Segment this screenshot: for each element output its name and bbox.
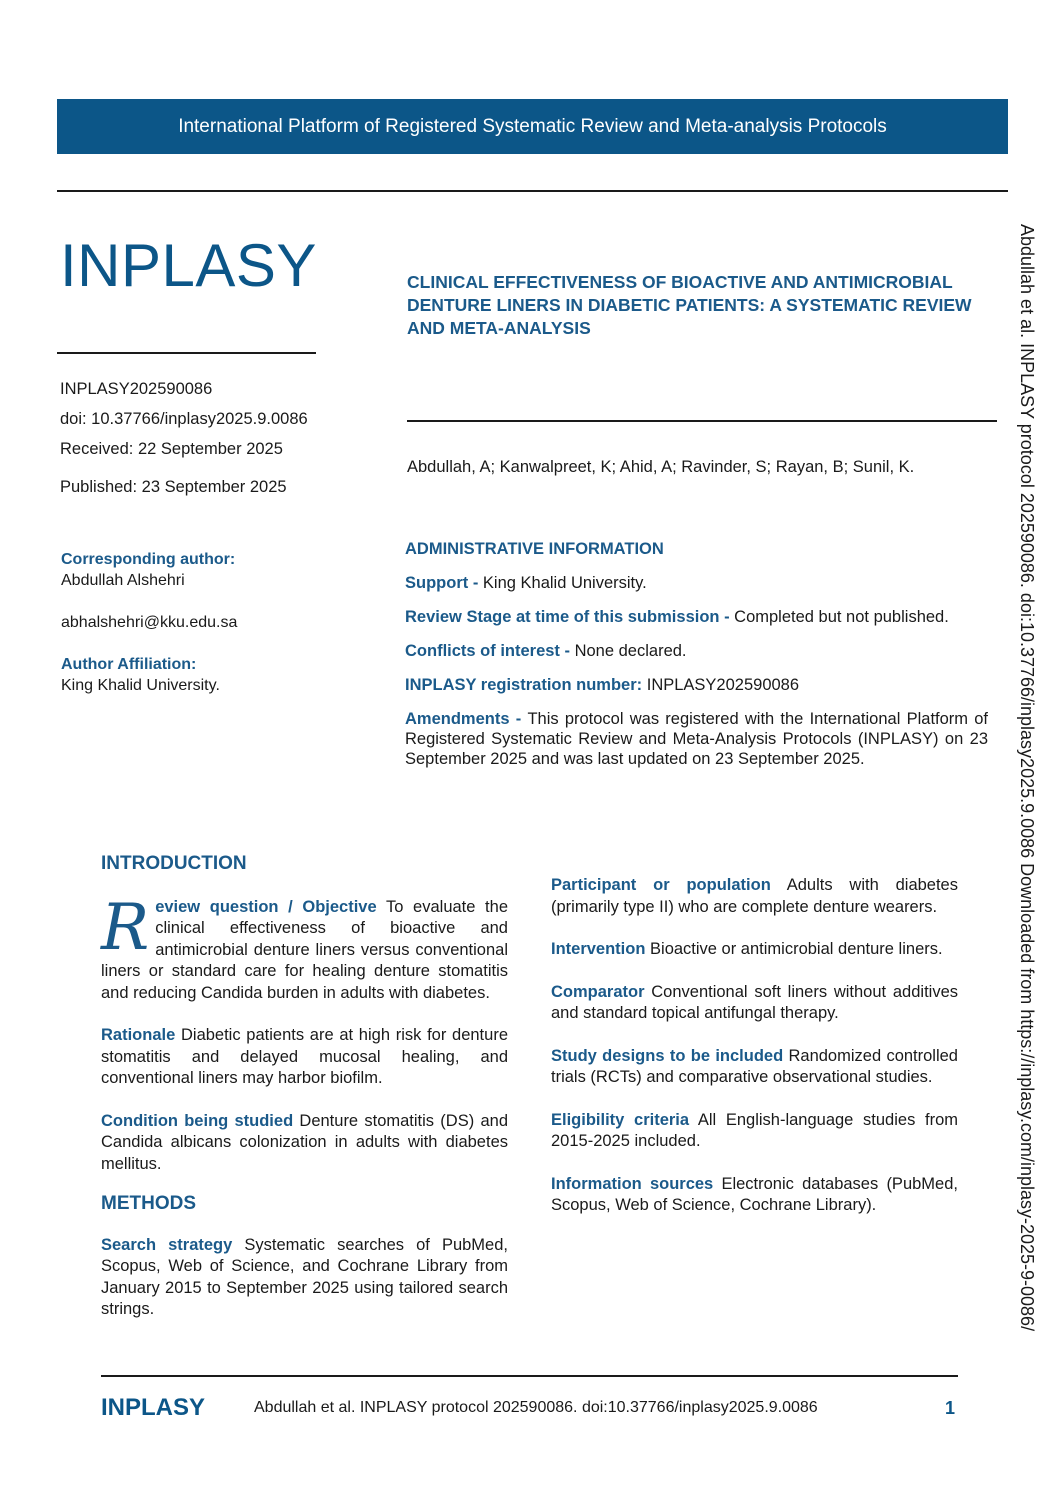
- footer-brand: INPLASY: [101, 1394, 206, 1421]
- admin-label: INPLASY registration number:: [405, 676, 647, 694]
- section-text: Conventional soft liners without additives and standard topical antifungal therapy.: [551, 982, 958, 1022]
- section-label: Eligibility criteria: [551, 1110, 690, 1129]
- admin-label: Amendments -: [405, 710, 528, 728]
- received-date: Received: 22 September 2025: [60, 440, 283, 458]
- introduction-heading: INTRODUCTION: [101, 853, 247, 874]
- corresponding-author-label: Corresponding author:: [61, 551, 236, 568]
- comparator: [551, 982, 958, 1025]
- section-text: Systematic searches of PubMed, Scopus, Web of Science, and Cochrane Library from January 2015 to September 2025 using tailored search strings.: [101, 1235, 508, 1318]
- brand-underline: [57, 352, 316, 354]
- admin-label: Support -: [405, 574, 483, 592]
- admin-amendments: [405, 709, 988, 769]
- section-text: Denture stomatitis (DS) and Candida albicans colonization in adults with diabetes mellitus.: [101, 1111, 508, 1173]
- section-text: To evaluate the clinical effectiveness of bioactive and antimicrobial denture liners versus conventional liners or standard care for healing denture stomatitis and reducing Candida burden in adults with diabetes.: [101, 897, 508, 1002]
- admin-value: None declared.: [574, 642, 687, 660]
- section-label: Search strategy: [101, 1235, 233, 1254]
- section-text: Bioactive or antimicrobial denture liners.: [645, 940, 943, 958]
- section-label: Condition being studied: [101, 1111, 294, 1130]
- brand-logo: INPLASY: [60, 232, 317, 299]
- side-citation-text: Abdullah et al. INPLASY protocol 202590086. doi:10.37766/inplasy2025.9.0086 Downloaded from https://inplasy.com/inplasy-2025-9-0086/: [1017, 224, 1037, 1332]
- admin-registration-number: [405, 675, 988, 695]
- right-column: [551, 875, 958, 1238]
- admin-label: Review Stage at time of this submission -: [405, 608, 735, 626]
- section-text: Randomized controlled trials (RCTs) and comparative observational studies.: [551, 1046, 958, 1086]
- corresponding-author-name: Abdullah Alshehri: [61, 572, 185, 589]
- methods-heading: METHODS: [101, 1193, 196, 1214]
- section-text: Electronic databases (PubMed, Scopus, Web of Science, Cochrane Library).: [551, 1174, 958, 1214]
- left-column: [101, 853, 508, 1342]
- condition-studied: [101, 1111, 508, 1176]
- section-label: Intervention: [551, 940, 646, 958]
- participants: [551, 875, 958, 918]
- section-label: Participant or population: [551, 876, 771, 894]
- administrative-information: [405, 539, 988, 783]
- admin-value: King Khalid University.: [482, 574, 647, 592]
- affiliation: King Khalid University.: [61, 677, 220, 694]
- admin-label: Conflicts of interest -: [405, 642, 575, 660]
- section-label: Rationale: [101, 1026, 176, 1044]
- study-designs: [551, 1046, 958, 1089]
- section-label: eview question / Objective: [155, 897, 377, 916]
- eligibility-criteria: [551, 1110, 958, 1153]
- drop-cap: R: [101, 890, 150, 965]
- affiliation-label: Author Affiliation:: [61, 656, 197, 673]
- footer-divider: [101, 1375, 958, 1377]
- admin-review-stage: [405, 607, 988, 627]
- admin-value: This protocol was registered with the International Platform of Registered Systematic Review and Meta-Analysis Protocols (INPLASY) on 23 September 2025 and was last updated on 23 September 2025.: [405, 710, 988, 768]
- header-banner: [57, 99, 1008, 154]
- admin-value: INPLASY202590086: [646, 676, 800, 694]
- rationale: [101, 1025, 508, 1090]
- section-label: Study designs to be included: [551, 1046, 784, 1065]
- page-number: 1: [945, 1398, 956, 1418]
- information-sources: [551, 1174, 958, 1217]
- intervention: [551, 939, 958, 961]
- admin-value: Completed but not published.: [734, 608, 949, 626]
- admin-heading: ADMINISTRATIVE INFORMATION: [405, 540, 664, 558]
- footer-citation: Abdullah et al. INPLASY protocol 202590086. doi:10.37766/inplasy2025.9.0086: [254, 1399, 818, 1416]
- title-divider: [407, 420, 997, 422]
- corresponding-author-email[interactable]: abhalshehri@kku.edu.sa: [61, 614, 238, 631]
- admin-conflicts: [405, 641, 988, 661]
- section-label: Comparator: [551, 982, 645, 1001]
- section-label: Information sources: [551, 1174, 714, 1193]
- author-list: Abdullah, A; Kanwalpreet, K; Ahid, A; Ravinder, S; Rayan, B; Sunil, K.: [407, 458, 915, 476]
- banner-text: International Platform of Registered Systematic Review and Meta-analysis Protocols: [178, 115, 887, 137]
- search-strategy: [101, 1235, 508, 1321]
- paper-title: CLINICAL EFFECTIVENESS OF BIOACTIVE AND ANTIMICROBIAL DENTURE LINERS IN DIABETIC PATIENTS: A SYSTEMATIC REVIEW AND META-ANALYSIS: [407, 272, 972, 338]
- admin-support: [405, 573, 988, 593]
- section-text: Diabetic patients are at high risk for denture stomatitis and delayed mucosal healing, and conventional liners may harbor biofilm.: [101, 1026, 508, 1087]
- header-divider: [57, 190, 1008, 192]
- section-text: All English-language studies from 2015-2025 included.: [551, 1110, 958, 1150]
- published-date: Published: 23 September 2025: [60, 478, 287, 496]
- protocol-id: INPLASY202590086: [60, 380, 213, 398]
- section-text: Adults with diabetes (primarily type II) who are complete denture wearers.: [551, 876, 958, 916]
- review-question: [101, 890, 508, 1005]
- doi[interactable]: doi: 10.37766/inplasy2025.9.0086: [60, 410, 308, 428]
- corresponding-author-block: [61, 549, 361, 696]
